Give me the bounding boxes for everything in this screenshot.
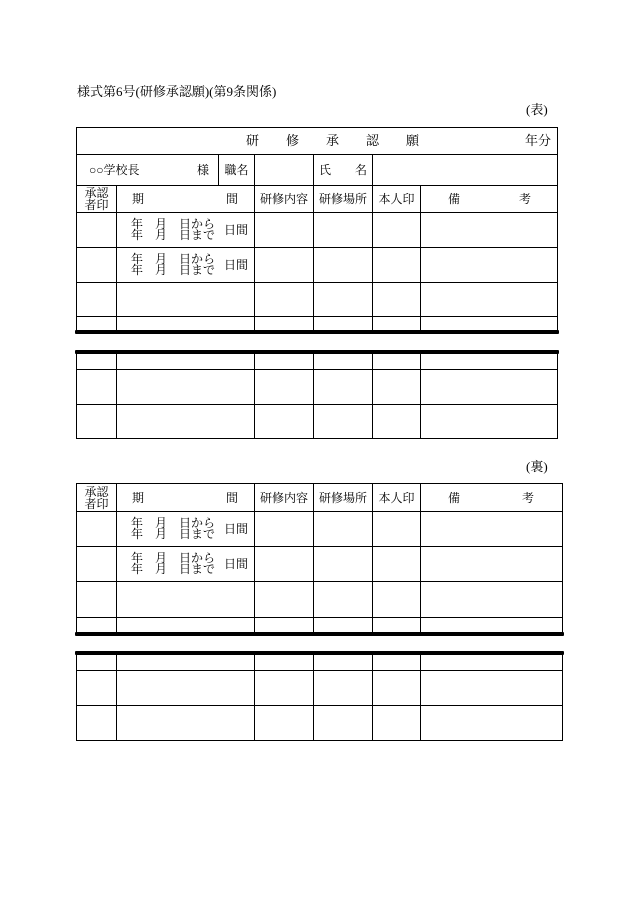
content-header: 研修内容 [255,186,314,213]
period-cell [117,248,255,283]
table-row [77,248,558,283]
period-cell [117,213,255,248]
front-side-label: (表) [526,102,548,117]
period-from: 年 月 日から [131,551,216,565]
period-days: 日間 [223,223,248,237]
period-days: 日間 [223,522,248,536]
period-to: 年 月 日まで [131,263,216,277]
own-seal-header: 本人印 [373,186,421,213]
name-field [373,155,558,186]
table-row [77,655,563,671]
period-from: 年 月 日から [131,252,216,266]
year-label: 年分 [525,133,552,148]
remarks-header: 備 考 [421,186,558,213]
table-row [77,213,558,248]
break-line [75,330,559,334]
break-line [75,632,564,636]
period-to: 年 月 日まで [131,562,216,576]
form-number: 様式第6号(研修承認願)(第9条関係) [77,84,277,99]
period-to: 年 月 日まで [131,527,216,541]
back-table-upper [76,483,563,635]
title-row [77,128,558,155]
principal-cell [77,155,219,186]
remarks-header: 備 考 [421,484,563,512]
table-row [77,547,563,582]
back-side-label: (裏) [526,459,548,474]
period-cell [117,512,255,547]
approver-seal-header: 承認 者印 [77,186,117,213]
front-table-lower [76,353,558,439]
place-header: 研修場所 [314,484,373,512]
period-days: 日間 [223,258,248,272]
period-from: 年 月 日から [131,516,216,530]
table-row [77,283,558,317]
period-to: 年 月 日まで [131,228,216,242]
name-label: 氏 名 [314,155,373,186]
table-row [77,370,558,405]
own-seal-header: 本人印 [373,484,421,512]
table-row [77,512,563,547]
period-days: 日間 [223,557,248,571]
period-header: 期 間 [117,484,255,512]
table-row [77,405,558,439]
approver-seal-header: 承認 者印 [77,484,117,512]
table-row [77,706,563,741]
period-header: 期 間 [117,186,255,213]
content-header: 研修内容 [255,484,314,512]
period-cell [117,547,255,582]
honorific: 様 [196,163,209,177]
principal-name: ○○学校長 [89,163,140,177]
form-title: 研 修 承 認 願 [246,133,427,148]
table-row [77,354,558,370]
position-label: 職名 [219,155,255,186]
back-table-lower [76,654,563,741]
period-from: 年 月 日から [131,217,216,231]
table-row [77,582,563,618]
front-table-upper [76,127,558,333]
table-row [77,671,563,706]
position-field [255,155,314,186]
place-header: 研修場所 [314,186,373,213]
